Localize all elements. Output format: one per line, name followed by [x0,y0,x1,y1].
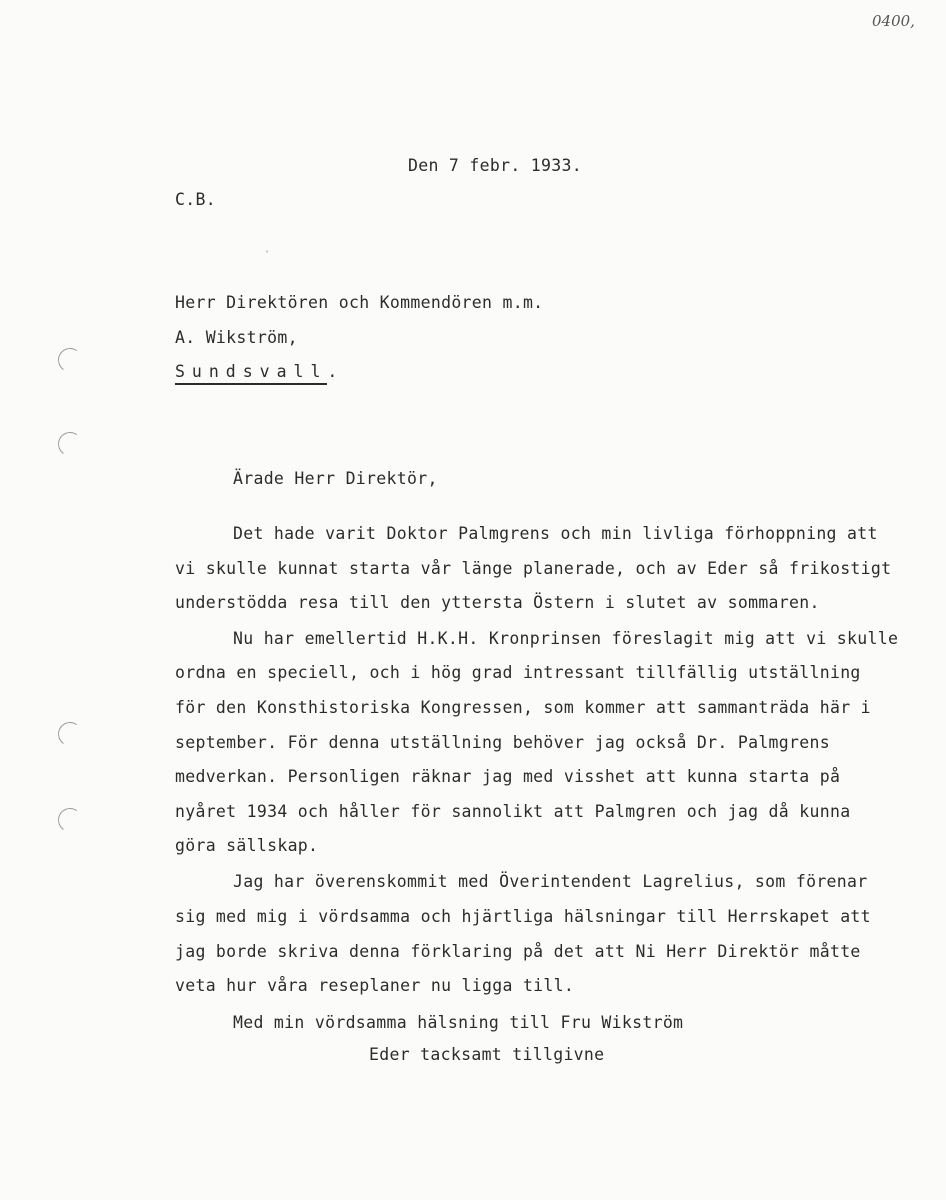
body-line: vi skulle kunnat starta vår länge planerade, och av Eder så frikostigt [175,559,892,578]
recipient-line-1: Herr Direktören och Kommendören m.m. [175,293,544,312]
body-line: sig med mig i vördsamma och hjärtliga hälsningar till Herrskapet att [175,907,871,926]
punch-hole [56,346,84,374]
reference-initials: C.B. [175,190,216,209]
body-line: Jag har överenskommit med Överintendent Lagrelius, som förenar [233,872,868,891]
body-line: Det hade varit Doktor Palmgrens och min livliga förhoppning att [233,524,878,543]
body-line: september. För denna utställning behöver jag också Dr. Palmgrens [175,733,830,752]
paper-mark: ˅ [265,250,269,259]
closing: Eder tacksamt tillgivne [369,1045,605,1064]
recipient-line-2: A. Wikström, [175,328,298,347]
archive-number: 0400, [872,12,915,30]
punch-hole [56,430,84,458]
letter-date: Den 7 febr. 1933. [408,156,582,175]
body-line: medverkan. Personligen räknar jag med visshet att kunna starta på [175,767,841,786]
body-line: Nu har emellertid H.K.H. Kronprinsen föreslagit mig att vi skulle [233,629,899,648]
body-line: för den Konsthistoriska Kongressen, som kommer att sammanträda här i [175,698,871,717]
body-line: jag borde skriva denna förklaring på det att Ni Herr Direktör måtte [175,942,861,961]
recipient-city-punct: . [327,362,338,381]
body-line: understödda resa till den yttersta Östern i slutet av sommaren. [175,593,820,612]
punch-hole [56,806,84,834]
recipient-city [175,364,338,381]
body-line: göra sällskap. [175,836,319,855]
punch-hole [56,720,84,748]
salutation: Ärade Herr Direktör, [233,469,438,488]
recipient-city-name: Sundsvall [175,362,327,385]
body-line: veta hur våra reseplaner nu ligga till. [175,976,575,995]
closing-greeting: Med min vördsamma hälsning till Fru Wikström [233,1013,684,1032]
body-line: nyåret 1934 och håller för sannolikt att Palmgren och jag då kunna [175,802,851,821]
body-line: ordna en speciell, och i hög grad intressant tillfällig utställning [175,663,861,682]
